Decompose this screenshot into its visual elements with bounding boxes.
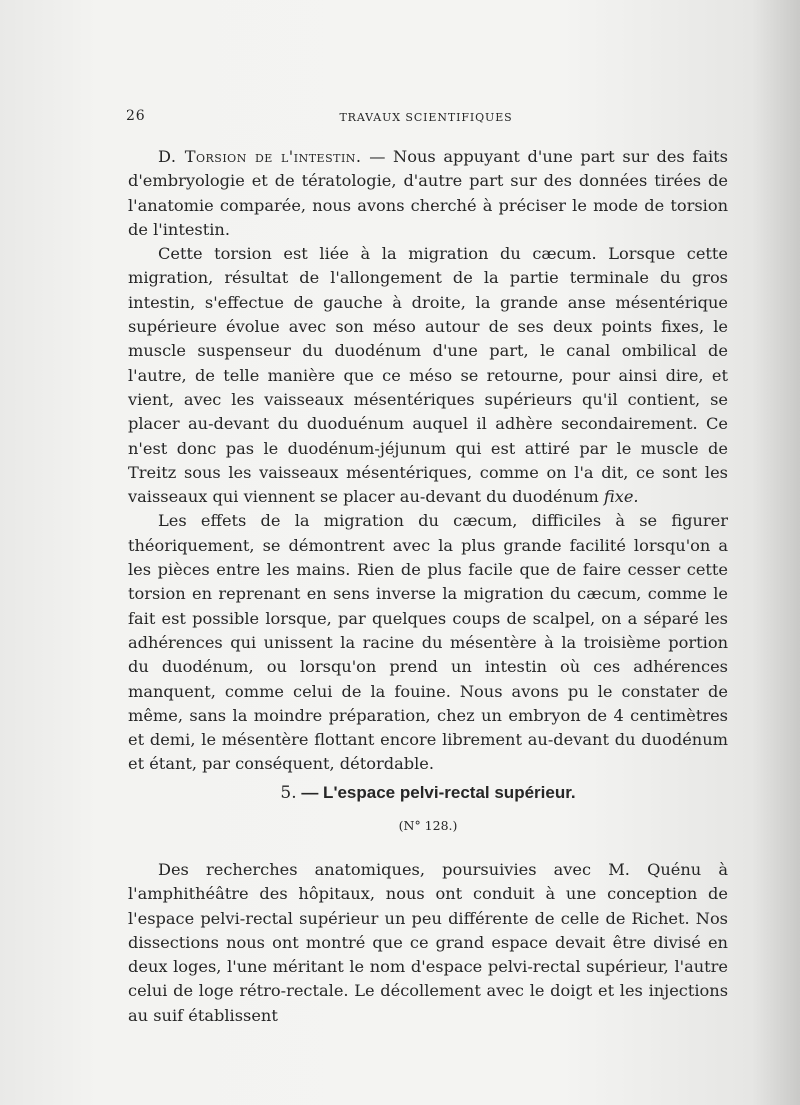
page-number: 26 xyxy=(126,108,146,124)
paragraph-text: Cette torsion est liée à la migration du cæcum. Lorsque cette migration, résultat de l'allongement de la partie terminale du gros intestin, s'effectue de gauche à droite, la grande anse mésentérique supérieure évolue avec son méso autour de ses deux points fixes, le muscle suspenseur du duodénum d'une part, le canal ombilical de l'autre, de telle manière que ce méso se retourne, pour ainsi dire, et vient, avec les vaisseaux mésentériques supérieurs qu'il contient, se placer au-devant du duoduénum auquel il adhère secondairement. Ce n'est donc pas le duodénum-jéjunum qui est attiré par le muscle de Treitz sous les vaisseaux mésentériques, comme on l'a dit, ce sont les vaisseaux qui viennent se placer au-devant du duodénum xyxy=(128,244,728,507)
paragraph xyxy=(128,509,728,776)
paragraph-text: — Nous appuyant d'une part sur des faits d'embryologie et de tératologie, d'autre part sur des données tirées de l'anatomie comparée, nous avons cherché à préciser le mode de torsion de l'intestin. xyxy=(128,147,728,239)
section-number: 5. xyxy=(280,783,297,803)
section-heading xyxy=(128,783,728,803)
paragraph xyxy=(128,145,728,242)
section-d-label: D. Torsion de l'intestin. xyxy=(158,147,362,166)
section-title: — L'espace pelvi-rectal supérieur. xyxy=(296,783,576,802)
page-header xyxy=(126,108,726,128)
section-5-body xyxy=(128,858,728,1028)
paragraph xyxy=(128,858,728,1028)
emphasis: fixe. xyxy=(603,487,639,507)
reference-number: (N° 128.) xyxy=(398,818,458,833)
paragraph-text: Des recherches anatomiques, poursuivies avec M. Quénu à l'amphithéâtre des hôpitaux, nous ont conduit à une conception de l'espace pelvi-rectal supérieur un peu différente de celle de Richet. Nos dissections nous ont montré que ce grand espace devait être divisé en deux loges, l'une méritant le nom d'espace pelvi-rectal supérieur, l'autre celui de loge rétro-rectale. Le décollement avec le doigt et les injections au suif établissent xyxy=(128,860,728,1025)
section-d-body xyxy=(128,145,728,777)
paragraph-text: Les effets de la migration du cæcum, difficiles à se figurer théoriquement, se démontrent avec la plus grande facilité lorsqu'on a les pièces entre les mains. Rien de plus facile que de faire cesser cette torsion en reprenant en sens inverse la migration du cæcum, comme le fait est possible lorsque, par quelques coups de scalpel, on a séparé les adhérences qui unissent la racine du mésentère à la troisième portion du duodénum, ou lorsqu'on prend un intestin où ces adhérences manquent, comme celui de la fouine. Nous avons pu le constater de même, sans la moindre préparation, chez un embryon de 4 centimètres et demi, le mésentère flottant encore librement au-devant du duodénum et étant, par conséquent, détordable. xyxy=(128,511,728,774)
running-head: TRAVAUX SCIENTIFIQUES xyxy=(339,111,513,124)
paragraph xyxy=(128,242,728,509)
